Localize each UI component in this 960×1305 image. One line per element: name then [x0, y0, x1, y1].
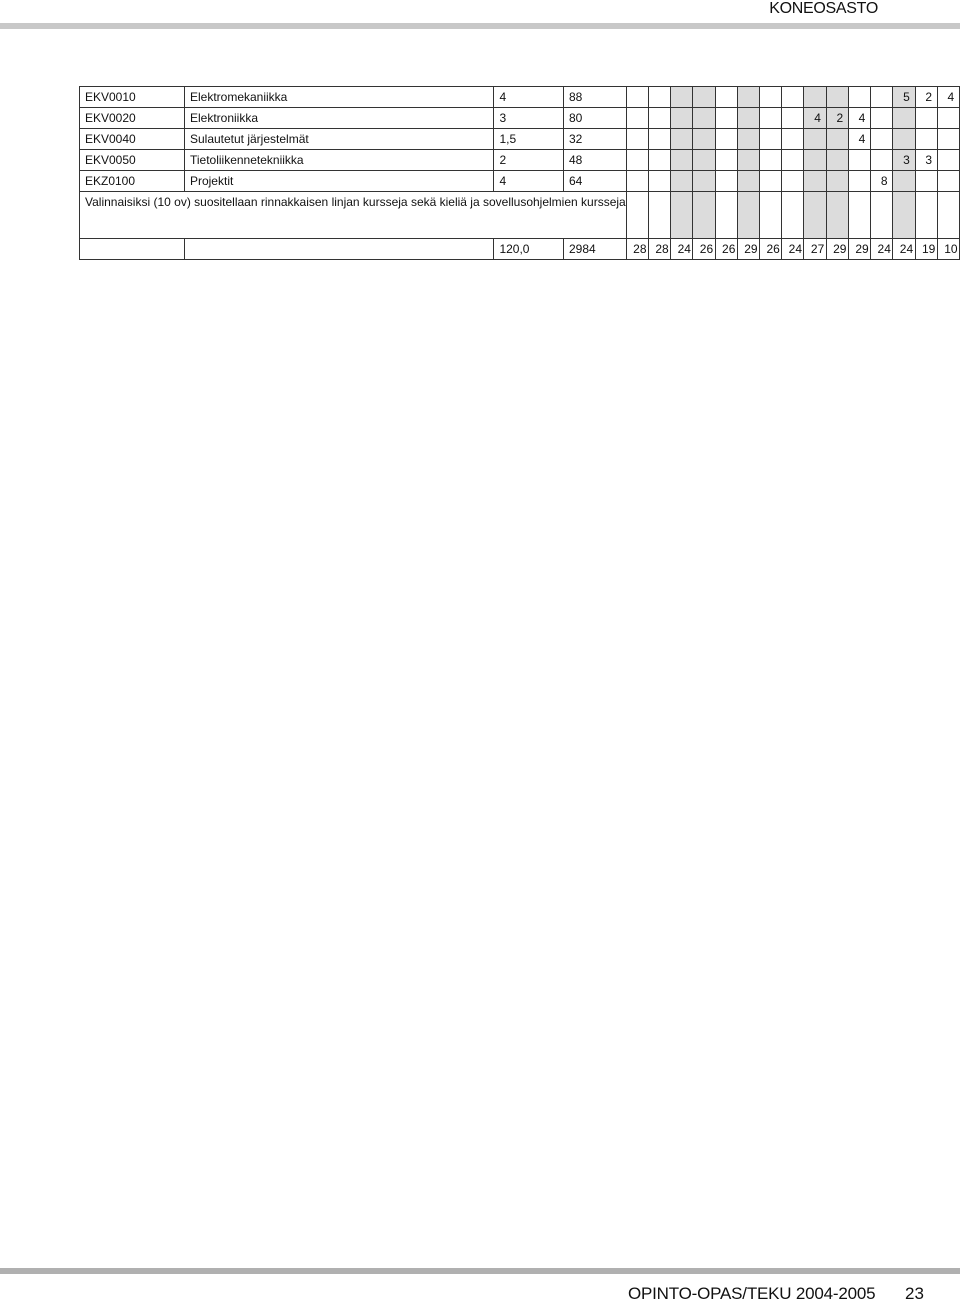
- semester-cell: [826, 129, 848, 150]
- course-name: Projektit: [184, 171, 493, 192]
- semester-total: 27: [804, 239, 826, 260]
- semester-cell: [804, 87, 826, 108]
- semester-cell: 8: [871, 171, 893, 192]
- semester-cell: 3: [893, 150, 915, 171]
- course-credits: 4: [494, 87, 564, 108]
- course-plan-table: [79, 86, 960, 260]
- semester-cell: [893, 129, 915, 150]
- semester-cell: [671, 171, 693, 192]
- semester-cell: [848, 192, 870, 239]
- semester-cell: [626, 108, 648, 129]
- semester-cell: [871, 192, 893, 239]
- course-credits: 3: [494, 108, 564, 129]
- course-code: EKV0040: [80, 129, 185, 150]
- semester-cell: [737, 171, 759, 192]
- semester-cell: [804, 171, 826, 192]
- semester-cell: [848, 171, 870, 192]
- semester-cell: [915, 171, 937, 192]
- semester-cell: [715, 192, 737, 239]
- semester-cell: 5: [893, 87, 915, 108]
- semester-cell: [715, 108, 737, 129]
- semester-cell: [671, 192, 693, 239]
- table-row: [80, 87, 960, 108]
- semester-cell: [760, 171, 782, 192]
- semester-cell: [648, 108, 670, 129]
- semester-cell: [826, 192, 848, 239]
- course-code: EKZ0100: [80, 171, 185, 192]
- total-credits: 120,0: [494, 239, 564, 260]
- semester-cell: [893, 108, 915, 129]
- semester-cell: [760, 108, 782, 129]
- course-name: Elektromekaniikka: [184, 87, 493, 108]
- totals-row: [80, 239, 960, 260]
- semester-cell: [648, 192, 670, 239]
- course-name: Sulautetut järjestelmät: [184, 129, 493, 150]
- semester-total: 24: [893, 239, 915, 260]
- semester-cell: [871, 129, 893, 150]
- semester-cell: [760, 129, 782, 150]
- course-hours: 64: [563, 171, 626, 192]
- semester-cell: [760, 150, 782, 171]
- semester-cell: [671, 129, 693, 150]
- semester-cell: 4: [848, 129, 870, 150]
- semester-cell: [871, 87, 893, 108]
- totals-blank-1: [80, 239, 185, 260]
- semester-cell: [760, 87, 782, 108]
- course-name: Elektroniikka: [184, 108, 493, 129]
- electives-text: Valinnaisiksi (10 ov) suositellaan rinnakkaisen linjan kursseja sekä kieliä ja sovellusohjelmien kursseja: [80, 192, 627, 239]
- semester-cell: [626, 171, 648, 192]
- semester-cell: [693, 129, 715, 150]
- table-row: [80, 108, 960, 129]
- semester-cell: [737, 108, 759, 129]
- semester-cell: [626, 150, 648, 171]
- semester-total: 10: [937, 239, 959, 260]
- semester-total: 26: [760, 239, 782, 260]
- semester-cell: [915, 108, 937, 129]
- semester-cell: [937, 108, 959, 129]
- semester-cell: [626, 192, 648, 239]
- semester-cell: [826, 87, 848, 108]
- table-row: [80, 150, 960, 171]
- semester-cell: [671, 150, 693, 171]
- semester-cell: [937, 192, 959, 239]
- semester-cell: [737, 192, 759, 239]
- semester-cell: [693, 87, 715, 108]
- semester-total: 24: [871, 239, 893, 260]
- semester-cell: [782, 171, 804, 192]
- semester-cell: [715, 171, 737, 192]
- semester-cell: [648, 171, 670, 192]
- semester-cell: [782, 129, 804, 150]
- page-header-title: KONEOSASTO: [769, 0, 878, 17]
- semester-cell: [915, 129, 937, 150]
- semester-total: 28: [626, 239, 648, 260]
- semester-total: 19: [915, 239, 937, 260]
- course-name: Tietoliikennetekniikka: [184, 150, 493, 171]
- course-hours: 32: [563, 129, 626, 150]
- semester-cell: [848, 150, 870, 171]
- semester-cell: [782, 150, 804, 171]
- totals-blank-2: [184, 239, 493, 260]
- semester-cell: [693, 150, 715, 171]
- semester-cell: [715, 129, 737, 150]
- footer-title: OPINTO-OPAS/TEKU 2004-2005: [628, 1284, 876, 1303]
- semester-cell: 4: [804, 108, 826, 129]
- semester-total: 26: [693, 239, 715, 260]
- semester-cell: [871, 150, 893, 171]
- semester-cell: [760, 192, 782, 239]
- semester-cell: [804, 129, 826, 150]
- course-hours: 48: [563, 150, 626, 171]
- semester-cell: [937, 171, 959, 192]
- semester-cell: [648, 150, 670, 171]
- table-row: [80, 171, 960, 192]
- course-code: EKV0050: [80, 150, 185, 171]
- semester-total: 29: [848, 239, 870, 260]
- semester-cell: [693, 192, 715, 239]
- semester-cell: [737, 87, 759, 108]
- course-code: EKV0010: [80, 87, 185, 108]
- semester-cell: [671, 87, 693, 108]
- semester-cell: 4: [848, 108, 870, 129]
- semester-cell: [693, 108, 715, 129]
- table-row: [80, 129, 960, 150]
- semester-total: 24: [782, 239, 804, 260]
- course-credits: 2: [494, 150, 564, 171]
- semester-total: 24: [671, 239, 693, 260]
- semester-cell: [804, 192, 826, 239]
- semester-cell: [826, 171, 848, 192]
- semester-cell: [893, 192, 915, 239]
- semester-cell: [648, 87, 670, 108]
- course-code: EKV0020: [80, 108, 185, 129]
- semester-cell: [782, 192, 804, 239]
- semester-cell: [782, 108, 804, 129]
- semester-cell: [737, 129, 759, 150]
- semester-cell: [648, 129, 670, 150]
- semester-cell: [871, 108, 893, 129]
- course-credits: 1,5: [494, 129, 564, 150]
- semester-cell: [937, 150, 959, 171]
- semester-cell: [804, 150, 826, 171]
- semester-cell: [715, 150, 737, 171]
- header-rule: [0, 23, 960, 29]
- semester-total: 28: [648, 239, 670, 260]
- semester-total: 26: [715, 239, 737, 260]
- total-hours: 2984: [563, 239, 626, 260]
- footer-rule: [0, 1268, 960, 1274]
- semester-cell: [715, 87, 737, 108]
- semester-cell: [693, 171, 715, 192]
- course-hours: 80: [563, 108, 626, 129]
- semester-cell: [626, 129, 648, 150]
- semester-cell: [826, 150, 848, 171]
- semester-cell: 2: [915, 87, 937, 108]
- semester-cell: 3: [915, 150, 937, 171]
- semester-total: 29: [826, 239, 848, 260]
- course-hours: 88: [563, 87, 626, 108]
- semester-cell: [626, 87, 648, 108]
- semester-cell: [937, 129, 959, 150]
- semester-cell: [893, 171, 915, 192]
- semester-cell: [737, 150, 759, 171]
- semester-total: 29: [737, 239, 759, 260]
- semester-cell: [782, 87, 804, 108]
- semester-cell: 4: [937, 87, 959, 108]
- page-number: 23: [905, 1284, 924, 1303]
- semester-cell: [848, 87, 870, 108]
- semester-cell: [915, 192, 937, 239]
- semester-cell: [671, 108, 693, 129]
- course-credits: 4: [494, 171, 564, 192]
- semester-cell: 2: [826, 108, 848, 129]
- electives-row: [80, 192, 960, 239]
